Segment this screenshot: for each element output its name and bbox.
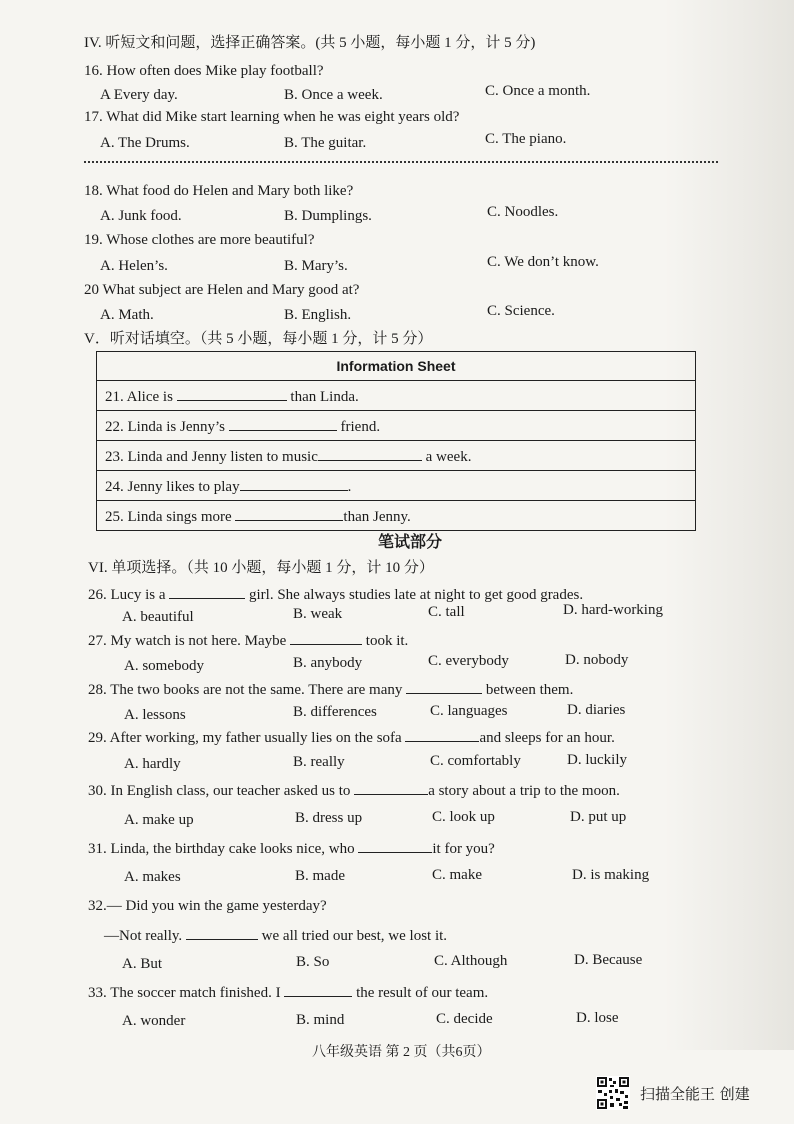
q17-option-c: C. The piano. (485, 131, 567, 147)
q32-option-d: D. Because (574, 952, 643, 968)
page-footer: 八年级英语 第 2 页（共6页） (312, 1045, 491, 1060)
q28-stem-end: between them. (485, 682, 574, 698)
q32-stem: —Not really. (104, 928, 183, 944)
row-25-after: than Jenny. (343, 508, 411, 525)
q30-option-b: B. dress up (295, 810, 363, 826)
q17-option-b: B. The guitar. (284, 135, 367, 151)
row-21-after: than Linda. (290, 388, 359, 405)
q29-stem-end: and sleeps for an hour. (479, 730, 615, 746)
question-28 (88, 679, 573, 699)
q27-option-c: C. everybody (428, 653, 509, 669)
q30-option-c: C. look up (432, 809, 495, 825)
q31-stem-end: it for you? (432, 841, 495, 857)
row-22-text: 22. Linda is Jenny’s (105, 418, 225, 435)
question-16: 16. How often does Mike play football? (84, 63, 324, 79)
q32-option-b: B. So (296, 954, 330, 970)
answer-blank-21 (177, 386, 287, 401)
q32-option-a: A. But (122, 956, 163, 972)
q33-option-a: A. wonder (122, 1013, 186, 1029)
q29-stem: 29. After working, my father usually lies on the sofa (88, 730, 402, 746)
q31-blank (358, 838, 432, 853)
q26-option-a: A. beautiful (122, 609, 194, 625)
q32-option-c: C. Although (434, 953, 508, 969)
q26-blank (169, 584, 245, 599)
written-part-title: 笔试部分 (378, 534, 443, 551)
row-23-text: 23. Linda and Jenny listen to music (105, 448, 318, 465)
q31-stem: 31. Linda, the birthday cake looks nice, who (88, 841, 355, 857)
question-17: 17. What did Mike start learning when he was eight years old? (84, 109, 460, 125)
q28-option-a: A. lessons (124, 707, 186, 723)
table-row-21 (97, 381, 696, 411)
q30-blank (354, 780, 428, 795)
q30-stem-end: a story about a trip to the moon. (428, 783, 620, 799)
q30-option-d: D. put up (570, 809, 627, 825)
table-row-23 (97, 441, 696, 471)
row-22-after: friend. (340, 418, 381, 435)
q26-stem-end: girl. She always studies late at night to get good grades. (248, 587, 584, 603)
q30-stem: 30. In English class, our teacher asked us to (88, 783, 351, 799)
q26-option-c: C. tall (428, 604, 465, 620)
q28-blank (406, 679, 482, 694)
q33-stem-end: the result of our team. (356, 985, 489, 1001)
q29-option-a: A. hardly (124, 756, 181, 772)
question-18: 18. What food do Helen and Mary both like? (84, 183, 354, 199)
q26-option-d: D. hard-working (563, 602, 663, 618)
q31-option-c: C. make (432, 867, 482, 883)
row-23-after: a week. (425, 448, 472, 465)
section-4-heading: IV. 听短文和问题，选择正确答案。(共 5 小题，每小题 1 分，计 5 分) (84, 35, 536, 51)
q18-option-b: B. Dumplings. (284, 208, 372, 224)
q17-option-a: A. The Drums. (100, 135, 190, 151)
q33-option-b: B. mind (296, 1012, 345, 1028)
information-sheet-table (96, 351, 696, 531)
answer-blank-22 (229, 416, 337, 431)
question-32-reply (104, 925, 447, 945)
q33-option-c: C. decide (436, 1011, 493, 1027)
q27-option-a: A. somebody (124, 658, 204, 674)
q19-option-a: A. Helen’s. (100, 258, 168, 274)
question-29 (88, 727, 615, 747)
q16-option-c: C. Once a month. (485, 83, 591, 99)
answer-blank-24 (240, 476, 348, 491)
q16-option-b: B. Once a week. (284, 87, 383, 103)
q32-blank (186, 925, 258, 940)
question-33 (88, 982, 488, 1002)
table-row-25 (97, 501, 696, 531)
q28-option-d: D. diaries (567, 702, 626, 718)
section-5-heading: V．听对话填空。（共 5 小题，每小题 1 分，计 5 分） (84, 331, 433, 347)
q31-option-b: B. made (295, 868, 345, 884)
question-19: 19. Whose clothes are more beautiful? (84, 232, 315, 248)
row-24-text: 24. Jenny likes to play (105, 478, 240, 495)
row-25-text: 25. Linda sings more (105, 508, 232, 525)
table-row-24 (97, 471, 696, 501)
q33-stem: 33. The soccer match finished. I (88, 985, 281, 1001)
q33-blank (284, 982, 352, 997)
question-27 (88, 630, 408, 650)
table-title: Information Sheet (97, 352, 696, 381)
q28-stem: 28. The two books are not the same. There are many (88, 682, 403, 698)
q18-option-c: C. Noodles. (487, 204, 559, 220)
scanner-watermark: 扫描全能王 创建 (640, 1085, 750, 1103)
q20-option-a: A. Math. (100, 307, 154, 323)
q19-option-b: B. Mary’s. (284, 258, 348, 274)
question-26 (88, 584, 583, 604)
q26-option-b: B. weak (293, 606, 343, 622)
answer-blank-25 (235, 506, 343, 521)
q29-option-c: C. comfortably (430, 753, 521, 769)
q27-stem: 27. My watch is not here. Maybe (88, 633, 287, 649)
q16-option-a: A Every day. (100, 87, 178, 103)
q29-blank (405, 727, 479, 742)
q29-option-b: B. really (293, 754, 345, 770)
q20-option-b: B. English. (284, 307, 352, 323)
q30-option-a: A. make up (124, 812, 194, 828)
question-31 (88, 838, 495, 858)
q31-option-a: A. makes (124, 869, 181, 885)
answer-blank-23 (318, 446, 422, 461)
question-32: 32.— Did you win the game yesterday? (88, 898, 327, 914)
table-row-22 (97, 411, 696, 441)
q27-option-d: D. nobody (565, 652, 629, 668)
section-6-heading: VI. 单项选择。（共 10 小题，每小题 1 分，计 10 分） (88, 560, 434, 576)
q29-option-d: D. luckily (567, 752, 627, 768)
q20-option-c: C. Science. (487, 303, 555, 319)
q19-option-c: C. We don’t know. (487, 254, 599, 270)
q27-stem-end: took it. (365, 633, 409, 649)
q27-blank (290, 630, 362, 645)
dotted-divider (84, 161, 718, 163)
q32-stem-end: we all tried our best, we lost it. (261, 928, 448, 944)
qr-code-icon (596, 1076, 630, 1110)
q27-option-b: B. anybody (293, 655, 363, 671)
row-24-after: . (347, 478, 352, 495)
q28-option-b: B. differences (293, 704, 377, 720)
q26-stem: 26. Lucy is a (88, 587, 166, 603)
q31-option-d: D. is making (572, 867, 650, 883)
q18-option-a: A. Junk food. (100, 208, 182, 224)
q28-option-c: C. languages (430, 703, 508, 719)
q33-option-d: D. lose (576, 1010, 619, 1026)
row-21-text: 21. Alice is (105, 388, 173, 405)
question-20: 20 What subject are Helen and Mary good at? (84, 282, 360, 298)
question-30 (88, 780, 620, 800)
